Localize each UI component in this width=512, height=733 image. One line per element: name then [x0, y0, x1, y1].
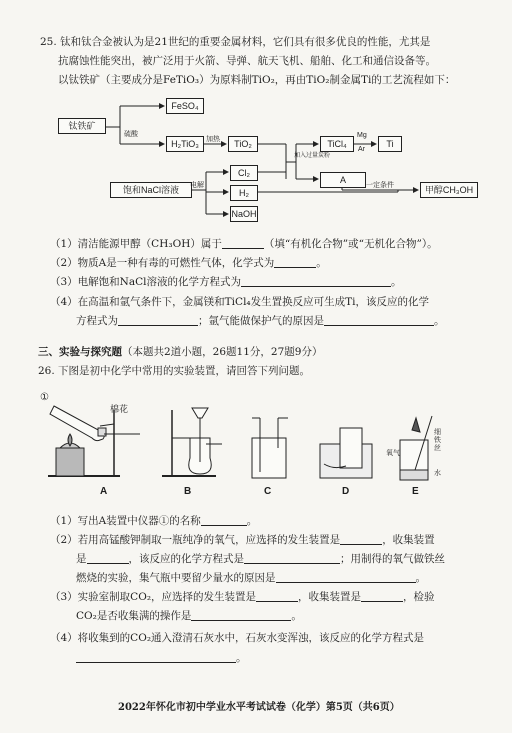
- apparatus-label-b: B: [184, 486, 192, 497]
- q26-sub-3-cont: CO₂是否收集满的操作是 。: [76, 610, 302, 622]
- apparatus-label-a: A: [100, 486, 108, 497]
- q25-sub-4-cont: 方程式为 ；氩气能做保护气的原因是 。: [76, 315, 445, 327]
- q26-sub-4-cont: 。: [76, 650, 247, 666]
- apparatus-label-e: E: [412, 486, 419, 497]
- answer-blank[interactable]: [222, 238, 264, 249]
- q25-sub-4: （4）在高温和氩气条件下，金属镁和TiCl₄发生置换反应可生成Ti，该反应的化学: [50, 296, 430, 308]
- label-condition: 一定条件: [366, 182, 394, 189]
- label-mg: Mg: [357, 132, 367, 139]
- process-flowchart: [56, 92, 476, 227]
- apparatus-figure: [40, 388, 480, 503]
- apparatus-label-c: C: [264, 486, 272, 497]
- answer-blank[interactable]: [244, 553, 340, 564]
- box-a: A: [320, 172, 366, 188]
- box-methanol: 甲醇CH₃OH: [420, 182, 478, 198]
- box-nacl-solution: 饱和NaCl溶液: [110, 182, 192, 198]
- box-h2: H₂: [230, 185, 258, 201]
- box-naoh: NaOH: [230, 206, 258, 222]
- q25-sub-1: （1）清洁能源甲醇（CH₃OH）属于 （填“有机化合物”或“无机化合物”）。: [50, 238, 438, 250]
- box-h2tio3: H₂TiO₃: [166, 136, 204, 152]
- cotton-label: 棉花: [110, 405, 129, 415]
- q25-line-1: [40, 34, 430, 50]
- box-ilmenite: 钛铁矿: [58, 118, 106, 134]
- q25-text-1: 钛和钛合金被认为是21世纪的重要金属材料，它们具有很多优良的性能，尤其是: [60, 36, 431, 48]
- answer-blank[interactable]: [256, 591, 298, 602]
- answer-blank[interactable]: [76, 652, 236, 663]
- answer-blank[interactable]: [274, 257, 316, 268]
- label-heat: 加热: [206, 136, 220, 143]
- answer-blank[interactable]: [87, 553, 129, 564]
- answer-blank[interactable]: [276, 572, 416, 583]
- q26-sub-4: （4）将收集到的CO₂通入澄清石灰水中，石灰水变浑浊，该反应的化学方程式是: [50, 632, 425, 644]
- q26-sub-3: （3）实验室制取CO₂，应选择的发生装置是 ，收集装置是 ，检验: [50, 591, 435, 603]
- e-water-label: 水: [434, 469, 441, 477]
- answer-blank[interactable]: [118, 315, 198, 326]
- q25-line-3: 以钛铁矿（主要成分是FeTiO₃）为原料制TiO₂，再由TiO₂制金属Ti的工艺流程如下：: [58, 74, 456, 86]
- q25-sub-3: （3）电解饱和NaCl溶液的化学方程式为 。: [50, 276, 402, 288]
- answer-blank[interactable]: [340, 534, 382, 545]
- answer-blank[interactable]: [241, 276, 391, 287]
- e-wire-label: 细铁丝: [434, 428, 441, 452]
- answer-blank[interactable]: [191, 610, 291, 621]
- q26-sub-1: （1）写出A装置中仪器①的名称 。: [50, 515, 258, 527]
- label-electrolysis: 电解: [190, 182, 204, 189]
- instrument-1-marker: ①: [40, 392, 49, 403]
- box-tio2: TiO₂: [228, 136, 258, 152]
- q25-line-2: 抗腐蚀性能突出，被广泛用于火箭、导弹、航天飞机、船舶、化工和通信设备等。: [58, 55, 436, 67]
- label-ar: Ar: [358, 146, 365, 153]
- page-footer: 2022年怀化市初中学业水平考试试卷（化学）第5页（共6页）: [118, 702, 400, 713]
- section-3-heading: [38, 344, 322, 360]
- box-ti: Ti: [378, 136, 402, 152]
- section-title: 三、实验与探究题: [38, 346, 122, 358]
- q26-sub-2-cont-1: 是 ，该反应的化学方程式是 ；用制得的氧气做铁丝: [76, 553, 445, 565]
- box-cl2: Cl₂: [230, 165, 258, 181]
- apparatus-label-d: D: [342, 486, 350, 497]
- q26-sub-2-cont-2: 燃烧的实验，集气瓶中要留少量水的原因是 。: [76, 572, 426, 584]
- q26-intro: 26. 下图是初中化学中常用的实验装置，请回答下列问题。: [38, 365, 311, 377]
- section-note: （本题共2道小题，26题11分，27题9分）: [122, 346, 323, 358]
- answer-blank[interactable]: [201, 515, 247, 526]
- q26-sub-2: （2）若用高锰酸钾制取一瓶纯净的氧气，应选择的发生装置是 ，收集装置: [50, 534, 435, 546]
- answer-blank[interactable]: [324, 315, 434, 326]
- q25-sub-2: （2）物质A是一种有毒的可燃性气体，化学式为 。: [50, 257, 327, 269]
- label-sulfuric-acid: 硫酸: [124, 131, 138, 138]
- e-oxygen-label: 氧气: [386, 449, 400, 457]
- box-feso4: FeSO₄: [166, 98, 204, 114]
- answer-blank[interactable]: [361, 591, 403, 602]
- label-add-carbon: 加入过量炭粉: [294, 153, 331, 159]
- flowchart-arrows: [56, 92, 476, 227]
- q25-number: 25.: [40, 36, 57, 48]
- box-ticl4: TiCl₄: [320, 136, 354, 152]
